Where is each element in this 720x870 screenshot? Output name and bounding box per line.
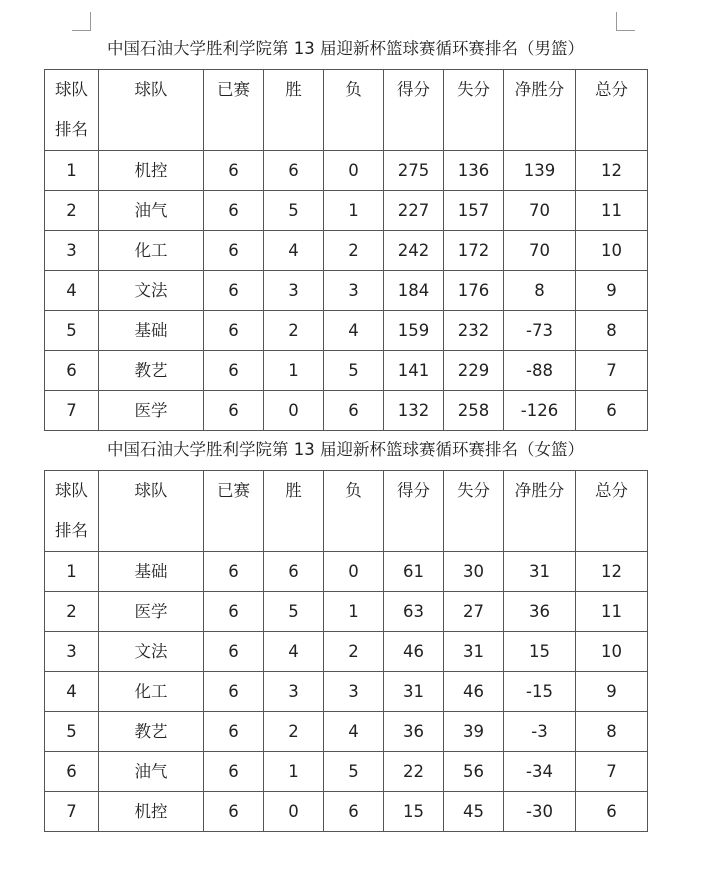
cell-total: 11 xyxy=(576,592,648,632)
cell-team: 医学 xyxy=(99,391,204,431)
cell-points-against: 136 xyxy=(444,151,504,191)
mens-standings-body xyxy=(45,151,648,431)
column-header-points-for: 得分 xyxy=(384,70,444,151)
table-row xyxy=(45,151,648,191)
table-row xyxy=(45,271,648,311)
womens-standings-table xyxy=(44,470,648,832)
cell-rank: 7 xyxy=(45,792,99,832)
table-header-row xyxy=(45,471,648,552)
cell-played: 6 xyxy=(204,351,264,391)
cell-total: 7 xyxy=(576,351,648,391)
cell-points-against: 45 xyxy=(444,792,504,832)
cell-played: 6 xyxy=(204,391,264,431)
table-row xyxy=(45,351,648,391)
cell-points-for: 184 xyxy=(384,271,444,311)
cell-points-against: 157 xyxy=(444,191,504,231)
table-row xyxy=(45,592,648,632)
cell-points-for: 63 xyxy=(384,592,444,632)
cell-played: 6 xyxy=(204,191,264,231)
cell-lost: 1 xyxy=(324,191,384,231)
cell-rank: 1 xyxy=(45,552,99,592)
cell-played: 6 xyxy=(204,151,264,191)
column-header-net: 净胜分 xyxy=(504,471,576,552)
column-header-lost: 负 xyxy=(324,471,384,552)
cell-rank: 2 xyxy=(45,191,99,231)
cell-total: 10 xyxy=(576,231,648,271)
cell-net: 8 xyxy=(504,271,576,311)
cell-won: 6 xyxy=(264,552,324,592)
cell-won: 0 xyxy=(264,391,324,431)
cell-won: 3 xyxy=(264,672,324,712)
cell-lost: 6 xyxy=(324,792,384,832)
table-row xyxy=(45,391,648,431)
column-header-rank-line1: 球队 xyxy=(55,80,88,99)
cell-net: -30 xyxy=(504,792,576,832)
cell-rank: 3 xyxy=(45,231,99,271)
cell-played: 6 xyxy=(204,752,264,792)
cell-lost: 2 xyxy=(324,632,384,672)
cell-won: 6 xyxy=(264,151,324,191)
cell-net: -73 xyxy=(504,311,576,351)
cell-total: 8 xyxy=(576,712,648,752)
cell-rank: 5 xyxy=(45,712,99,752)
cell-lost: 3 xyxy=(324,271,384,311)
cell-rank: 7 xyxy=(45,391,99,431)
cell-won: 3 xyxy=(264,271,324,311)
cell-points-against: 39 xyxy=(444,712,504,752)
cell-points-for: 61 xyxy=(384,552,444,592)
cell-lost: 3 xyxy=(324,672,384,712)
cell-points-against: 27 xyxy=(444,592,504,632)
column-header-won: 胜 xyxy=(264,70,324,151)
column-header-played: 已赛 xyxy=(204,471,264,552)
table-row xyxy=(45,231,648,271)
cell-total: 7 xyxy=(576,752,648,792)
cell-points-for: 132 xyxy=(384,391,444,431)
cell-won: 4 xyxy=(264,632,324,672)
cell-points-against: 232 xyxy=(444,311,504,351)
cell-net: -88 xyxy=(504,351,576,391)
cell-points-for: 22 xyxy=(384,752,444,792)
cell-total: 12 xyxy=(576,552,648,592)
column-header-total: 总分 xyxy=(576,70,648,151)
table-row xyxy=(45,191,648,231)
column-header-won: 胜 xyxy=(264,471,324,552)
cell-points-against: 172 xyxy=(444,231,504,271)
cell-points-against: 30 xyxy=(444,552,504,592)
cell-played: 6 xyxy=(204,231,264,271)
cell-net: 36 xyxy=(504,592,576,632)
cell-rank: 2 xyxy=(45,592,99,632)
table-row xyxy=(45,752,648,792)
cell-rank: 4 xyxy=(45,271,99,311)
table-row xyxy=(45,712,648,752)
column-header-points-for: 得分 xyxy=(384,471,444,552)
cell-points-against: 31 xyxy=(444,632,504,672)
cell-rank: 6 xyxy=(45,351,99,391)
cell-played: 6 xyxy=(204,592,264,632)
cell-played: 6 xyxy=(204,271,264,311)
cell-team: 文法 xyxy=(99,632,204,672)
cell-net: -126 xyxy=(504,391,576,431)
column-header-team: 球队 xyxy=(99,471,204,552)
page-margin-mark-top-left xyxy=(72,12,91,31)
cell-total: 6 xyxy=(576,391,648,431)
cell-net: 15 xyxy=(504,632,576,672)
cell-rank: 4 xyxy=(45,672,99,712)
cell-points-for: 36 xyxy=(384,712,444,752)
mens-standings-table xyxy=(44,69,648,431)
cell-points-for: 275 xyxy=(384,151,444,191)
column-header-played: 已赛 xyxy=(204,70,264,151)
cell-total: 12 xyxy=(576,151,648,191)
column-header-rank-line1: 球队 xyxy=(55,481,88,500)
cell-lost: 5 xyxy=(324,351,384,391)
column-header-rank-line2: 排名 xyxy=(55,120,88,139)
cell-team: 医学 xyxy=(99,592,204,632)
cell-points-against: 229 xyxy=(444,351,504,391)
cell-points-against: 258 xyxy=(444,391,504,431)
cell-total: 10 xyxy=(576,632,648,672)
column-header-rank-line2: 排名 xyxy=(55,521,88,540)
table-row xyxy=(45,792,648,832)
cell-lost: 5 xyxy=(324,752,384,792)
cell-lost: 6 xyxy=(324,391,384,431)
cell-lost: 4 xyxy=(324,712,384,752)
column-header-team: 球队 xyxy=(99,70,204,151)
column-header-net: 净胜分 xyxy=(504,70,576,151)
cell-won: 2 xyxy=(264,712,324,752)
cell-points-for: 227 xyxy=(384,191,444,231)
table-row xyxy=(45,552,648,592)
cell-points-against: 46 xyxy=(444,672,504,712)
cell-team: 油气 xyxy=(99,752,204,792)
cell-lost: 2 xyxy=(324,231,384,271)
cell-team: 教艺 xyxy=(99,712,204,752)
cell-team: 教艺 xyxy=(99,351,204,391)
cell-team: 化工 xyxy=(99,231,204,271)
page-margin-mark-top-right xyxy=(616,12,635,31)
cell-team: 机控 xyxy=(99,151,204,191)
cell-played: 6 xyxy=(204,672,264,712)
cell-played: 6 xyxy=(204,792,264,832)
cell-played: 6 xyxy=(204,632,264,672)
column-header-points-against: 失分 xyxy=(444,471,504,552)
cell-rank: 5 xyxy=(45,311,99,351)
cell-points-against: 176 xyxy=(444,271,504,311)
cell-net: -3 xyxy=(504,712,576,752)
cell-points-for: 15 xyxy=(384,792,444,832)
cell-won: 4 xyxy=(264,231,324,271)
cell-rank: 6 xyxy=(45,752,99,792)
cell-total: 9 xyxy=(576,672,648,712)
cell-played: 6 xyxy=(204,552,264,592)
cell-team: 油气 xyxy=(99,191,204,231)
cell-points-for: 141 xyxy=(384,351,444,391)
cell-won: 1 xyxy=(264,351,324,391)
cell-lost: 1 xyxy=(324,592,384,632)
cell-net: 31 xyxy=(504,552,576,592)
cell-team: 基础 xyxy=(99,311,204,351)
cell-net: -15 xyxy=(504,672,576,712)
cell-team: 机控 xyxy=(99,792,204,832)
cell-team: 化工 xyxy=(99,672,204,712)
cell-net: 139 xyxy=(504,151,576,191)
cell-team: 基础 xyxy=(99,552,204,592)
womens-standings-body xyxy=(45,552,648,832)
cell-lost: 0 xyxy=(324,151,384,191)
column-header-rank xyxy=(45,471,99,552)
cell-points-for: 242 xyxy=(384,231,444,271)
cell-points-for: 31 xyxy=(384,672,444,712)
column-header-lost: 负 xyxy=(324,70,384,151)
cell-team: 文法 xyxy=(99,271,204,311)
cell-points-for: 46 xyxy=(384,632,444,672)
table-header-row xyxy=(45,70,648,151)
table-row xyxy=(45,311,648,351)
cell-total: 11 xyxy=(576,191,648,231)
column-header-rank xyxy=(45,70,99,151)
womens-standings-title: 中国石油大学胜利学院第 13 届迎新杯篮球赛循环赛排名（女篮） xyxy=(107,440,584,459)
cell-won: 1 xyxy=(264,752,324,792)
cell-total: 6 xyxy=(576,792,648,832)
cell-net: -34 xyxy=(504,752,576,792)
cell-won: 5 xyxy=(264,191,324,231)
mens-standings-title: 中国石油大学胜利学院第 13 届迎新杯篮球赛循环赛排名（男篮） xyxy=(107,39,584,58)
cell-total: 8 xyxy=(576,311,648,351)
table-row xyxy=(45,632,648,672)
column-header-total: 总分 xyxy=(576,471,648,552)
column-header-points-against: 失分 xyxy=(444,70,504,151)
cell-points-for: 159 xyxy=(384,311,444,351)
cell-points-against: 56 xyxy=(444,752,504,792)
cell-won: 5 xyxy=(264,592,324,632)
cell-played: 6 xyxy=(204,712,264,752)
cell-rank: 3 xyxy=(45,632,99,672)
cell-won: 2 xyxy=(264,311,324,351)
cell-lost: 0 xyxy=(324,552,384,592)
cell-rank: 1 xyxy=(45,151,99,191)
cell-lost: 4 xyxy=(324,311,384,351)
cell-net: 70 xyxy=(504,191,576,231)
cell-net: 70 xyxy=(504,231,576,271)
cell-won: 0 xyxy=(264,792,324,832)
cell-played: 6 xyxy=(204,311,264,351)
cell-total: 9 xyxy=(576,271,648,311)
table-row xyxy=(45,672,648,712)
